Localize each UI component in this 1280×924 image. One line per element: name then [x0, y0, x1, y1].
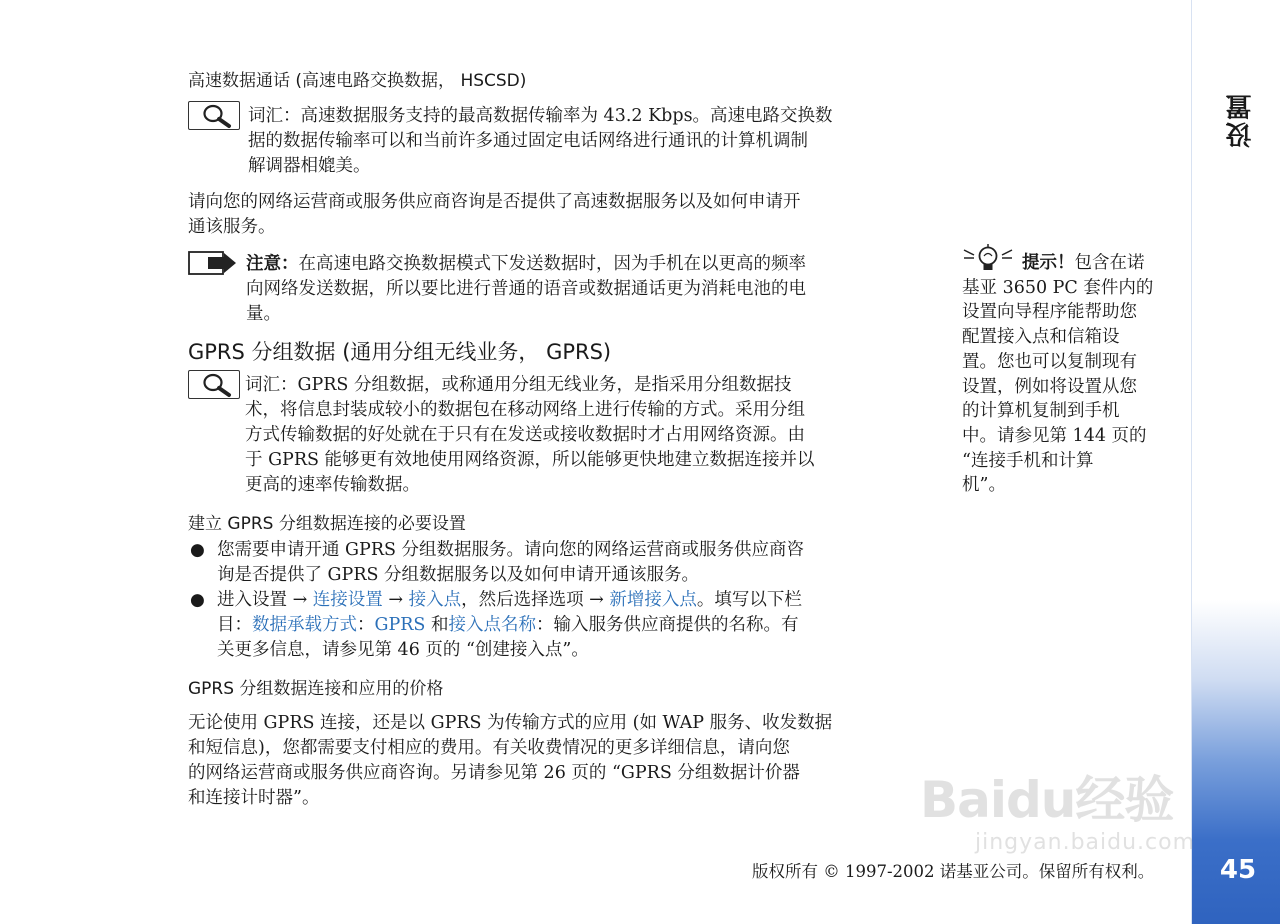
note-line: 在高速电路交换数据模式下发送数据时，因为手机在以更高的频率	[298, 254, 806, 274]
bullet-line: 询是否提供了 GPRS 分组数据服务以及如何申请开通该服务。	[217, 565, 700, 585]
menu-settings: 设置	[252, 590, 287, 610]
glossary-line: 更高的速率传输数据。	[245, 475, 420, 495]
arrow: →	[287, 590, 313, 610]
tip-line: 包含在诺	[1074, 253, 1145, 273]
tip-line: 的计算机复制到手机	[962, 401, 1120, 422]
gprs-heading: GPRS 分组数据 (通用分组无线业务， GPRS)	[188, 340, 612, 364]
watermark-url: jingyan.baidu.com	[975, 830, 1196, 855]
tip-line: 基亚 3650 PC 套件内的	[962, 277, 1154, 298]
glossary-line: 术，将信息封装成较小的数据包在移动网络上进行传输的方式。采用分组	[245, 400, 805, 420]
magnifier-icon	[188, 370, 240, 399]
copyright-footer: 版权所有 © 1997-2002 诺基亚公司。保留所有权利。	[752, 862, 1155, 881]
text-fragment: ：	[357, 615, 375, 635]
bullet-line: 关更多信息，请参见第 46 页的 “创建接入点”。	[217, 640, 589, 660]
bullet-item-1	[217, 538, 937, 588]
menu-options: 选项	[548, 590, 584, 610]
glossary-line: GPRS 分组数据，或称通用分组无线业务，是指采用分组数据技	[297, 375, 792, 395]
hscsd-note	[246, 252, 946, 327]
link-gprs[interactable]: GPRS	[374, 615, 426, 635]
text-fragment: 进入	[217, 590, 252, 610]
glossary-label: 词汇：	[245, 375, 298, 395]
link-connection-settings[interactable]: 连接设置	[312, 590, 383, 610]
tip-line: 设置向导程序能帮助您	[962, 302, 1137, 323]
watermark	[905, 760, 1205, 870]
link-access-points[interactable]: 接入点	[408, 590, 462, 610]
text-fragment: ，然后选择	[461, 590, 549, 610]
note-label: 注意：	[246, 254, 299, 274]
watermark-logo: Baidu经验	[920, 771, 1174, 829]
paragraph-line: 无论使用 GPRS 连接，还是以 GPRS 为传输方式的应用 (如 WAP 服务、收发数据	[188, 713, 833, 733]
tip-line: “连接手机和计算	[962, 450, 1094, 471]
note-arrow-icon	[188, 250, 238, 278]
glossary-label: 词汇：	[248, 106, 301, 126]
tip-line: 配置接入点和信箱设	[962, 327, 1120, 348]
glossary-line: 方式传输数据的好处就在于只有在发送或接收数据时才占用网络资源。由	[245, 425, 805, 445]
glossary-line: 据的数据传输率可以和当前许多通过固定电话网络进行通讯的计算机调制	[248, 131, 808, 151]
note-line: 向网络发送数据，所以要比进行普通的语音或数据通话更为消耗电池的电	[246, 279, 806, 299]
text-fragment: 和	[425, 615, 449, 635]
tip-line: 置。您也可以复制现有	[962, 351, 1137, 372]
paragraph-line: 和短信息)，您都需要支付相应的费用。有关收费情况的更多详细信息，请向您	[188, 738, 790, 758]
paragraph-line: 和连接计时器”。	[188, 788, 320, 808]
paragraph-line: 通该服务。	[188, 217, 276, 237]
pricing-paragraph	[188, 711, 948, 811]
bullet-item-2	[217, 588, 937, 663]
glossary-line: 高速数据服务支持的最高数据传输率为 43.2 Kbps。高速电路交换数	[300, 106, 833, 126]
bullet-dot: ●	[190, 590, 205, 610]
text-fragment: 目：	[217, 615, 252, 635]
section-tab-label: 设置	[1226, 92, 1256, 148]
tip-line: 中。请参见第 144 页的	[962, 425, 1147, 446]
paragraph-line: 的网络运营商或服务供应商咨询。另请参见第 26 页的 “GPRS 分组数据计价器	[188, 763, 800, 783]
hscsd-paragraph	[188, 190, 948, 240]
arrow: →	[583, 590, 610, 610]
tip-box	[962, 251, 1187, 498]
pricing-heading: GPRS 分组数据连接和应用的价格	[188, 679, 444, 699]
gprs-glossary	[245, 373, 945, 498]
glossary-line: 解调器相媲美。	[248, 156, 371, 176]
glossary-line: 于 GPRS 能够更有效地使用网络资源，所以能够更快地建立数据连接并以	[245, 450, 815, 470]
settings-heading: 建立 GPRS 分组数据连接的必要设置	[188, 514, 466, 534]
hscsd-glossary	[248, 104, 938, 179]
magnifier-icon	[188, 101, 240, 130]
arrow: →	[382, 590, 409, 610]
text-fragment: 。填写以下栏	[696, 590, 802, 610]
paragraph-line: 请向您的网络运营商或服务供应商咨询是否提供了高速数据服务以及如何申请开	[188, 192, 801, 212]
note-line: 量。	[246, 304, 281, 324]
page-number: 45	[1219, 855, 1257, 885]
hscsd-heading: 高速数据通话 (高速电路交换数据， HSCSD)	[188, 71, 527, 91]
link-access-point-name[interactable]: 接入点名称	[448, 615, 536, 635]
text-fragment: ：输入服务供应商提供的名称。有	[536, 615, 799, 635]
link-new-access-point[interactable]: 新增接入点	[609, 590, 697, 610]
tip-line: 机”。	[962, 475, 1006, 496]
tip-label: 提示！	[1022, 253, 1075, 273]
bullet-line: 您需要申请开通 GPRS 分组数据服务。请向您的网络运营商或服务供应商咨	[217, 540, 805, 560]
link-data-bearer[interactable]: 数据承载方式	[252, 615, 357, 635]
bullet-dot: ●	[190, 540, 205, 560]
tip-line: 设置，例如将设置从您	[962, 376, 1137, 397]
